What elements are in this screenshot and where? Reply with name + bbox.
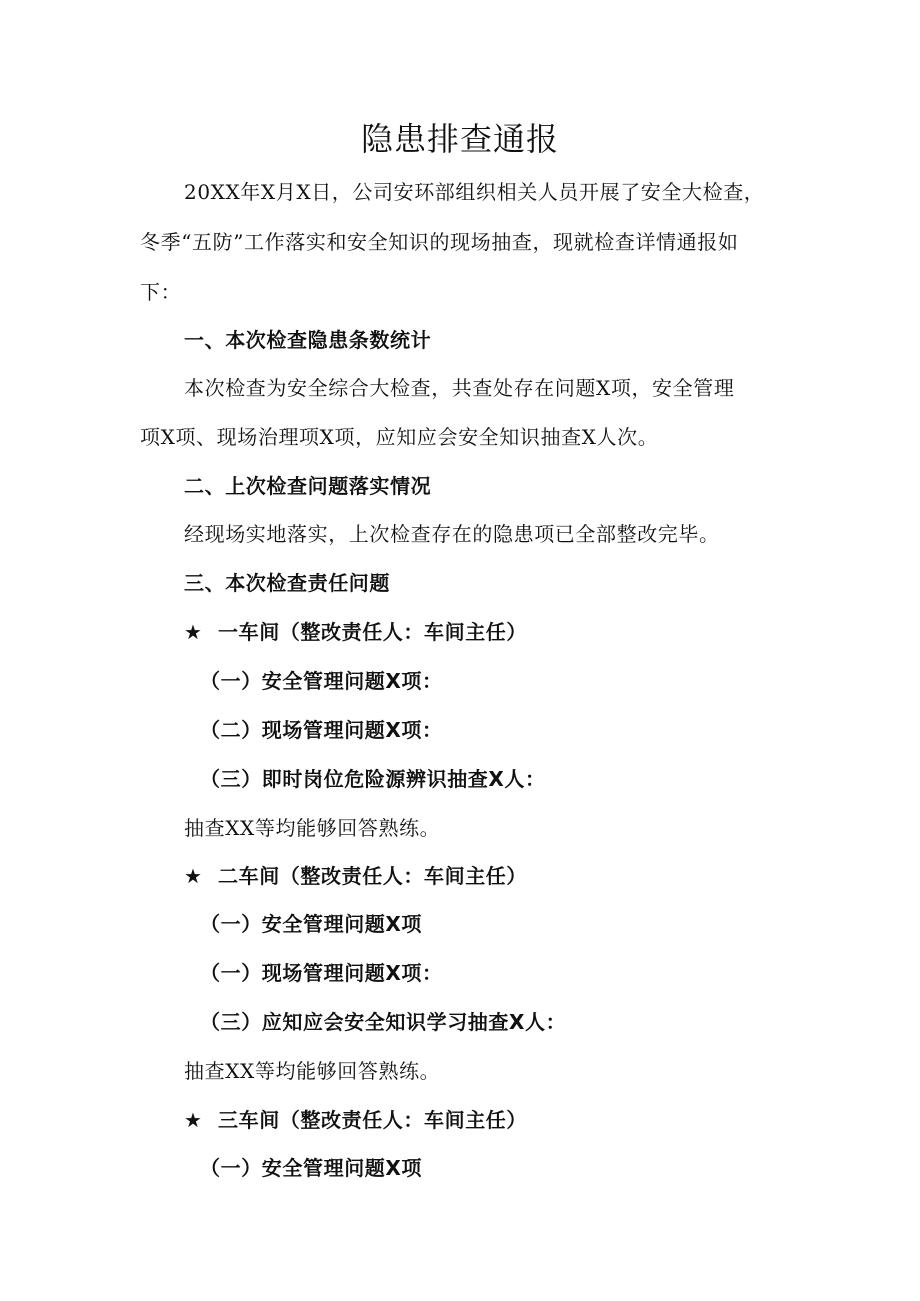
- workshop-2-label: 二车间（整改责任人：车间主任）: [218, 864, 527, 888]
- workshop-1-title: [184, 618, 527, 646]
- workshop-3-item-1: （一）安全管理问题X项: [200, 1156, 423, 1180]
- section-heading-3: 三、本次检查责任问题: [184, 571, 390, 595]
- section1-body-line-1: 本次检查为安全综合大检查，共查处存在问题X项，安全管理: [184, 376, 735, 400]
- section-heading-2: 二、上次检查问题落实情况: [184, 474, 432, 498]
- section-heading-1: 一、本次检查隐患条数统计: [184, 328, 432, 352]
- intro-line-3: 下：: [140, 280, 182, 304]
- workshop-1-label: 一车间（整改责任人：车间主任）: [218, 620, 527, 644]
- star-icon: ★: [184, 1108, 203, 1132]
- workshop-2-note: 抽查XX等均能够回答熟练。: [184, 1059, 441, 1083]
- section2-body: 经现场实地落实，上次检查存在的隐患项已全部整改完毕。: [184, 522, 720, 546]
- document-title: 隐患排查通报: [360, 120, 559, 158]
- workshop-1-item-2: （二）现场管理问题X项：: [200, 718, 443, 742]
- star-icon: ★: [184, 864, 203, 888]
- intro-line-1: 20XX年X月X日，公司安环部组织相关人员开展了安全大检查，: [184, 180, 765, 204]
- workshop-1-item-1: （一）安全管理问题X项：: [200, 669, 443, 693]
- workshop-1-item-3: （三）即时岗位危险源辨识抽查X人：: [200, 767, 546, 791]
- workshop-2-item-1: （一）安全管理问题X项: [200, 912, 423, 936]
- workshop-1-note: 抽查XX等均能够回答熟练。: [184, 816, 441, 840]
- workshop-2-item-2: （一）现场管理问题X项：: [200, 961, 443, 985]
- workshop-2-title: [184, 862, 527, 890]
- section1-body-line-2: 项X项、现场治理项X项，应知应会安全知识抽查X人次。: [140, 425, 659, 449]
- star-icon: ★: [184, 620, 203, 644]
- workshop-3-label: 三车间（整改责任人：车间主任）: [218, 1108, 527, 1132]
- workshop-2-item-3: （三）应知应会安全知识学习抽查X人：: [200, 1010, 567, 1034]
- intro-line-2: 冬季“五防”工作落实和安全知识的现场抽查，现就检查详情通报如: [140, 230, 739, 254]
- workshop-3-title: [184, 1106, 527, 1134]
